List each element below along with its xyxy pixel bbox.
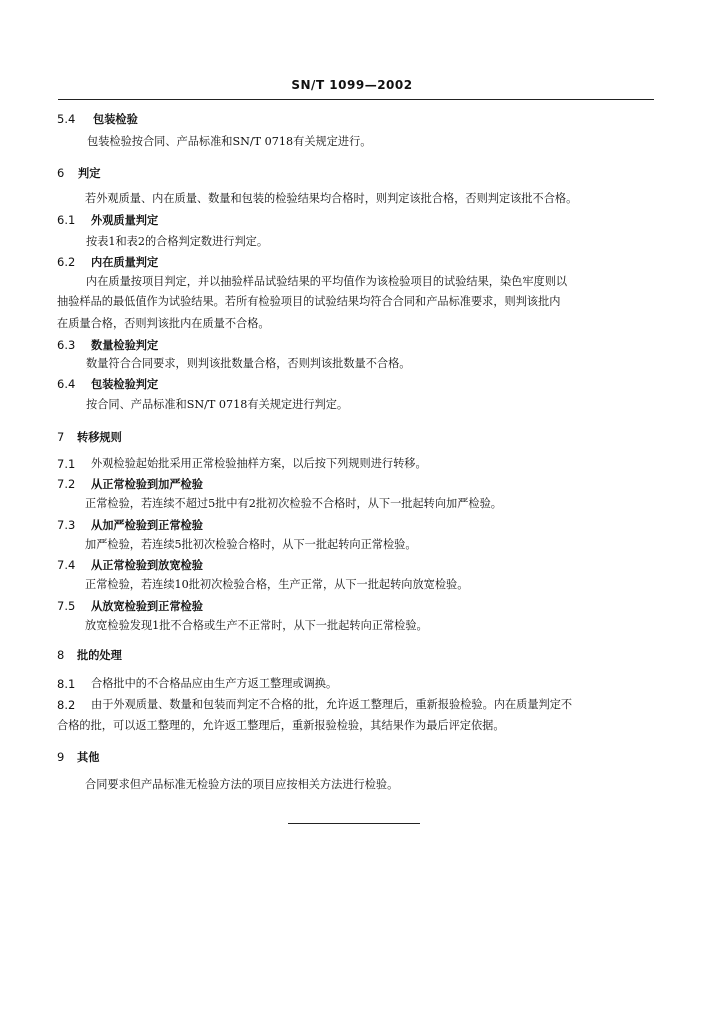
paragraph: 合同要求但产品标准无检验方法的项目应按相关方法进行检验。 (85, 778, 399, 791)
section-title: 批的处理 (77, 648, 122, 662)
section-title: 判定 (78, 166, 101, 180)
paragraph: 包装检验按合同、产品标准和SN/T 0718有关规定进行。 (87, 135, 372, 148)
paragraph-line: 内在质量按项目判定，并以抽验样品试验结果的平均值作为该检验项目的试验结果，染色牢度则以 (86, 275, 568, 288)
section-title: 其他 (77, 750, 100, 764)
section-number: 7.3 (57, 518, 76, 532)
section-title: 从正常检验到放宽检验 (91, 558, 203, 572)
section-title: 从正常检验到加严检验 (91, 477, 203, 491)
paragraph: 数量符合合同要求，则判该批数量合格，否则判该批数量不合格。 (86, 357, 411, 370)
paragraph: 合格批中的不合格品应由生产方返工整理或调换。 (91, 677, 338, 690)
section-number: 6 (57, 166, 65, 180)
section-title: 从加严检验到正常检验 (91, 518, 203, 532)
paragraph: 若外观质量、内在质量、数量和包装的检验结果均合格时，则判定该批合格，否则判定该批不合格。 (85, 192, 578, 205)
paragraph-line: 由于外观质量、数量和包装而判定不合格的批，允许返工整理后，重新报验检验。内在质量判定不 (91, 698, 573, 711)
section-number: 6.2 (57, 255, 76, 269)
paragraph: 按表1和表2的合格判定数进行判定。 (86, 235, 269, 248)
paragraph: 按合同、产品标准和SN/T 0718有关规定进行判定。 (86, 398, 349, 411)
section-title: 内在质量判定 (91, 255, 159, 269)
section-number: 6.4 (57, 377, 76, 391)
section-title: 数量检验判定 (91, 338, 159, 352)
section-number: 8.2 (57, 698, 76, 712)
paragraph: 放宽检验发现1批不合格或生产不正常时，从下一批起转向正常检验。 (85, 619, 428, 632)
end-rule (288, 823, 420, 824)
section-number: 6.3 (57, 338, 76, 352)
section-number: 5.4 (57, 112, 76, 126)
standard-code: SN/T 1099—2002 (291, 78, 413, 92)
section-title: 包装检验判定 (91, 377, 159, 391)
section-title: 包装检验 (93, 112, 138, 126)
paragraph: 正常检验，若连续10批初次检验合格，生产正常，从下一批起转向放宽检验。 (85, 578, 469, 591)
paragraph: 正常检验，若连续不超过5批中有2批初次检验不合格时，从下一批起转向加严检验。 (85, 497, 502, 510)
paragraph-line: 在质量合格，否则判该批内在质量不合格。 (57, 317, 270, 330)
section-number: 7.5 (57, 599, 76, 613)
paragraph: 外观检验起始批采用正常检验抽样方案，以后按下列规则进行转移。 (91, 457, 427, 470)
section-number: 6.1 (57, 213, 76, 227)
paragraph-line: 合格的批，可以返工整理的，允许返工整理后，重新报验检验，其结果作为最后评定依据。 (57, 719, 505, 732)
section-title: 转移规则 (77, 430, 122, 444)
section-number: 8.1 (57, 677, 76, 691)
section-number: 8 (57, 648, 65, 662)
section-title: 外观质量判定 (91, 213, 159, 227)
header-rule (58, 99, 654, 100)
paragraph: 加严检验，若连续5批初次检验合格时，从下一批起转向正常检验。 (85, 538, 417, 551)
section-number: 7.2 (57, 477, 76, 491)
section-title: 从放宽检验到正常检验 (91, 599, 203, 613)
section-number: 9 (57, 750, 65, 764)
section-number: 7.1 (57, 457, 76, 471)
paragraph-line: 抽验样品的最低值作为试验结果。若所有检验项目的试验结果均符合合同和产品标准要求，则判该批内 (57, 295, 561, 308)
section-number: 7 (57, 430, 65, 444)
section-number: 7.4 (57, 558, 76, 572)
